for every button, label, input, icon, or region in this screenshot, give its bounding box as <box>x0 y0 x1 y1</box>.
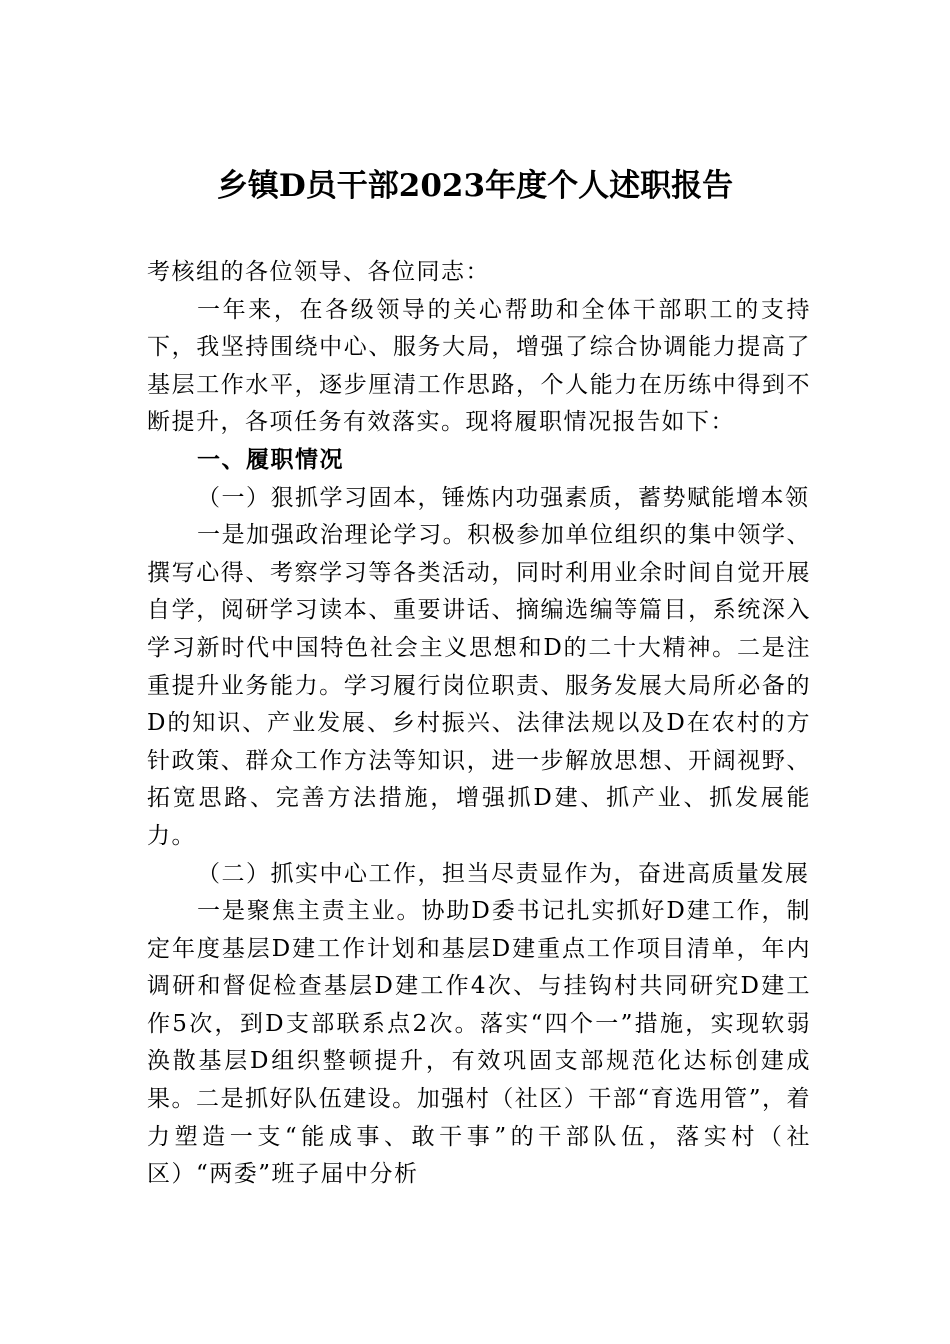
intro-paragraph: 一年来，在各级领导的关心帮助和全体干部职工的支持下，我坚持围绕中心、服务大局，增强了综合协调能力提高了基层工作水平，逐步厘清工作思路，个人能力在历练中得到不断提升，各项任务有效落实。现将履职情况报告如下： <box>147 296 811 436</box>
document-title: 乡镇D员干部2023年度个人述职报告 <box>216 168 734 204</box>
subsection-heading-2: （二）抓实中心工作，担当尽责显作为，奋进高质量发展 <box>197 860 810 887</box>
body-paragraph-2: 一是聚焦主责主业。协助D委书记扎实抓好D建工作，制定年度基层D建工作计划和基层D建重点工作项目清单，年内调研和督促检查基层D建工作4次、与挂钩村共同研究D建工作5次，到D支部联系点2次。落实“四个一”措施，实现软弱涣散基层D组织整顿提升，有效巩固支部规范化达标创建成果。二是抓好队伍建设。加强村（社区）干部“育选用管”，着力塑造一支“能成事、敢干事”的干部队伍，落实村（社区）“两委”班子届中分析 <box>147 898 811 1188</box>
salutation: 考核组的各位领导、各位同志： <box>147 259 490 285</box>
subsection-heading-1: （一）狠抓学习固本，锤炼内功强素质，蓄势赋能增本领 <box>197 484 810 511</box>
document-body <box>147 254 811 1194</box>
section-heading-1: 一、履职情况 <box>197 446 344 473</box>
body-paragraph-1: 一是加强政治理论学习。积极参加单位组织的集中领学、撰写心得、考察学习等各类活动，同时利用业余时间自觉开展自学，阅研学习读本、重要讲话、摘编选编等篇目，系统深入学习新时代中国特色社会主义思想和D的二十大精神。二是注重提升业务能力。学习履行岗位职责、服务发展大局所必备的D的知识、产业发展、乡村振兴、法律法规以及D在农村的方针政策、群众工作方法等知识，进一步解放思想、开阔视野、拓宽思路、完善方法措施，增强抓D建、抓产业、抓发展能力。 <box>147 522 811 849</box>
